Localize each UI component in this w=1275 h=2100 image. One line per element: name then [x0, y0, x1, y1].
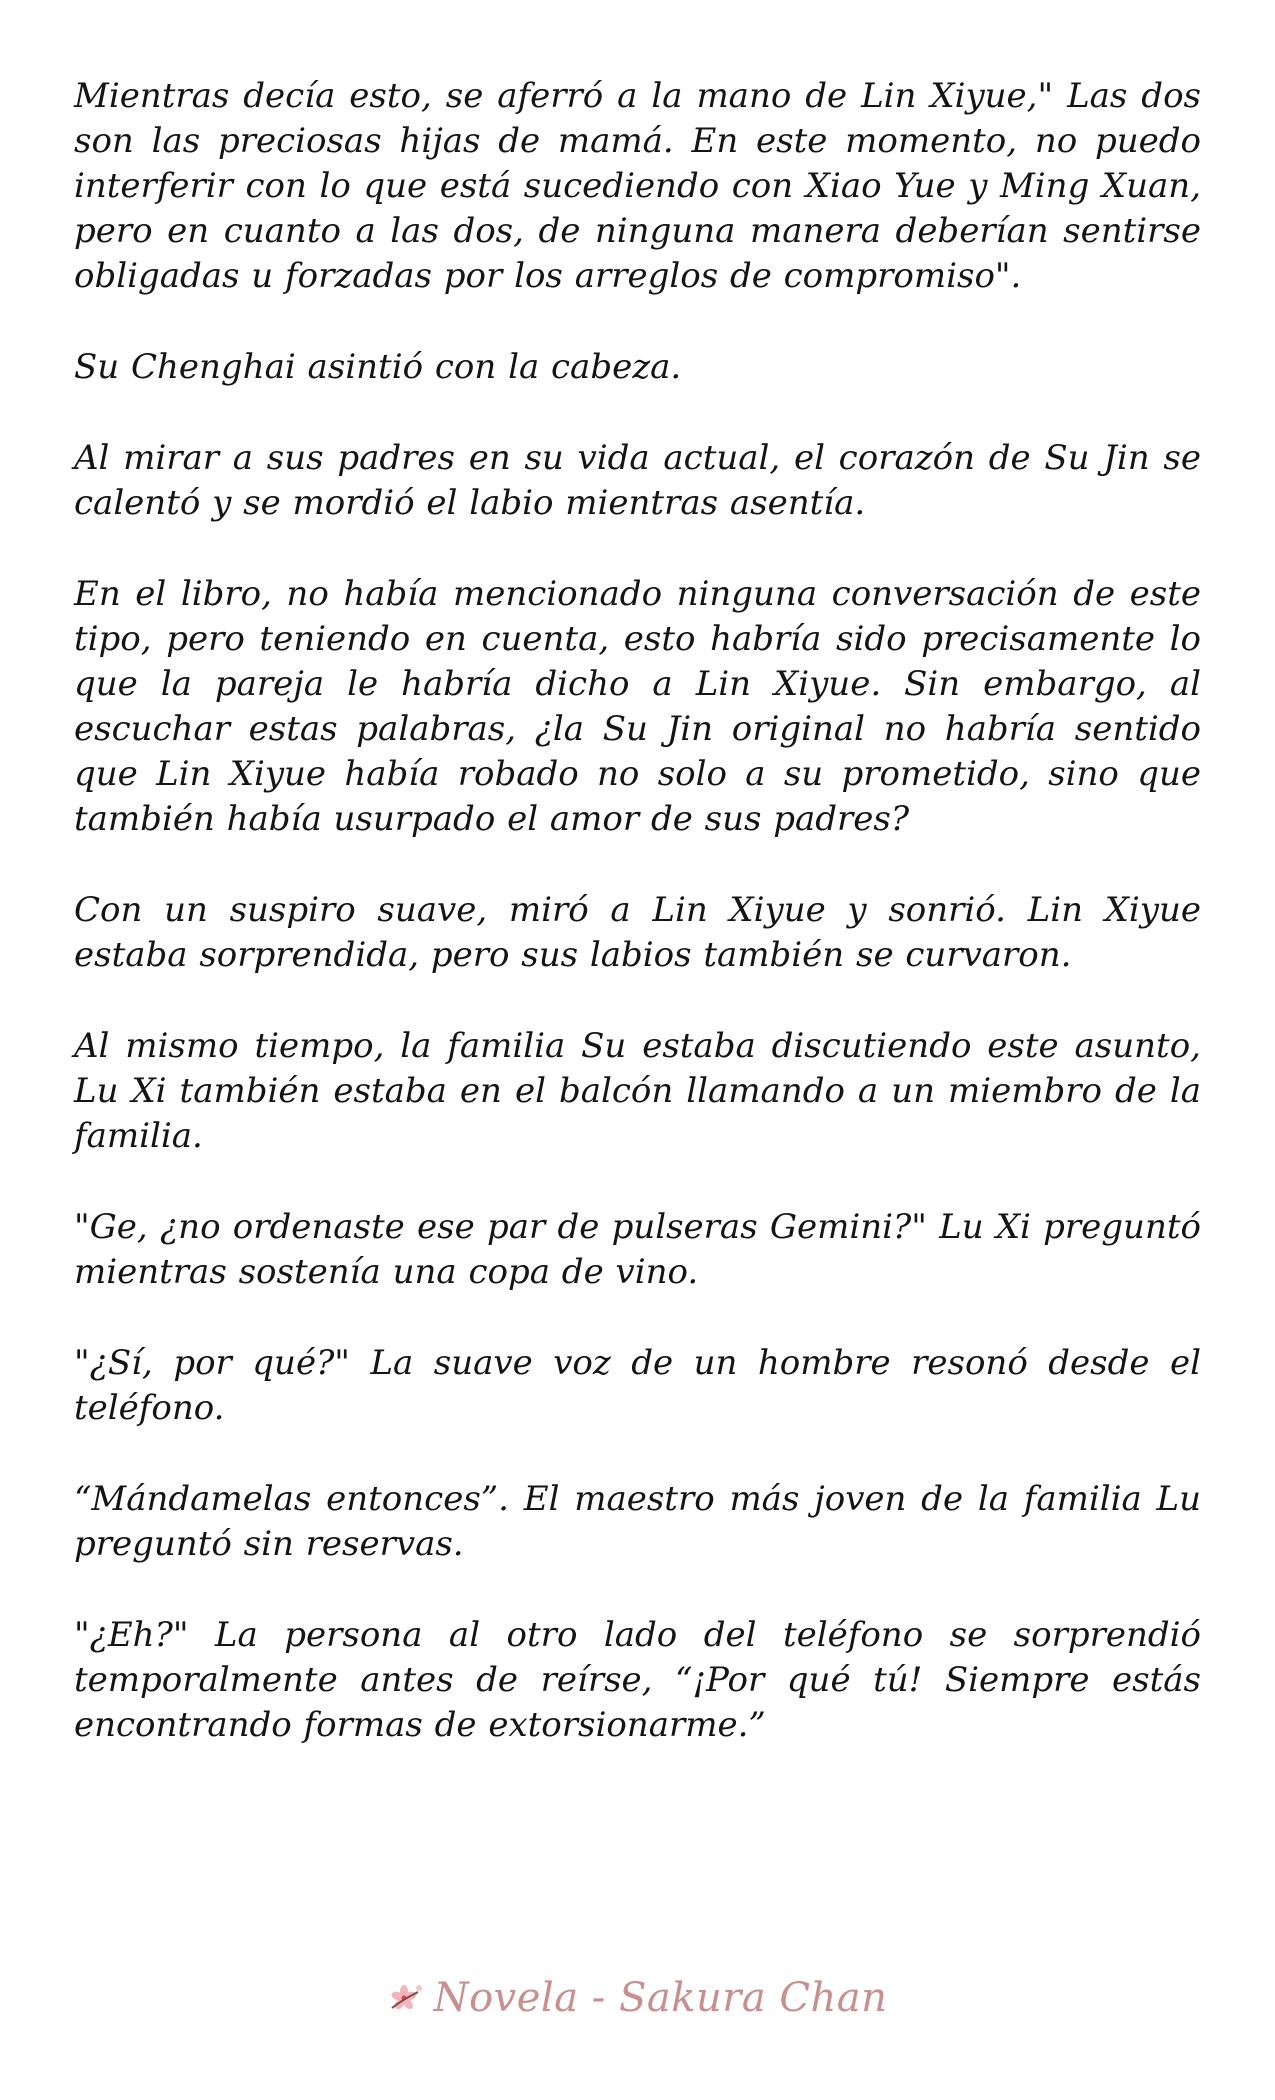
- paragraph-10: "¿Eh?" La persona al otro lado del teléfono se sorprendió temporalmente antes de reírse, “¡Por qué tú! Siempre estás encontrando formas de extorsionarme.”: [74, 1615, 1201, 1745]
- novel-page: [74, 74, 1201, 1794]
- paragraph-9: “Mándamelas entonces”. El maestro más joven de la familia Lu preguntó sin reservas.: [74, 1479, 1201, 1564]
- paragraph-4: En el libro, no había mencionado ninguna conversación de este tipo, pero teniendo en cuenta, esto habría sido precisamente lo que la pareja le habría dicho a Lin Xiyue. Sin embargo, al escuchar estas palabras, ¿la Su Jin original no habría sentido que Lin Xiyue había robado no solo a su prometido, sino que también había usurpado el amor de sus padres?: [74, 574, 1201, 839]
- paragraph-1: Mientras decía esto, se aferró a la mano de Lin Xiyue," Las dos son las preciosas hijas de mamá. En este momento, no puedo interferir con lo que está sucediendo con Xiao Yue y Ming Xuan, pero en cuanto a las dos, de ninguna manera deberían sentirse obligadas u forzadas por los arreglos de compromiso".: [74, 76, 1201, 296]
- paragraph-5: Con un suspiro suave, miró a Lin Xiyue y sonrió. Lin Xiyue estaba sorprendida, pero sus labios también se curvaron.: [74, 890, 1201, 975]
- watermark: [388, 1975, 888, 2021]
- paragraph-3: Al mirar a sus padres en su vida actual, el corazón de Su Jin se calentó y se mordió el labio mientras asentía.: [74, 438, 1201, 523]
- paragraph-6: Al mismo tiempo, la familia Su estaba discutiendo este asunto, Lu Xi también estaba en el balcón llamando a un miembro de la familia.: [74, 1026, 1201, 1156]
- watermark-footer: [0, 1975, 1275, 2023]
- sakura-blossom-icon: [388, 1978, 428, 2018]
- watermark-text: Novela - Sakura Chan: [433, 1975, 888, 2021]
- paragraph-8: "¿Sí, por qué?" La suave voz de un hombre resonó desde el teléfono.: [74, 1343, 1201, 1428]
- paragraph-2: Su Chenghai asintió con la cabeza.: [74, 347, 682, 387]
- paragraph-7: "Ge, ¿no ordenaste ese par de pulseras Gemini?" Lu Xi preguntó mientras sostenía una copa de vino.: [74, 1207, 1201, 1292]
